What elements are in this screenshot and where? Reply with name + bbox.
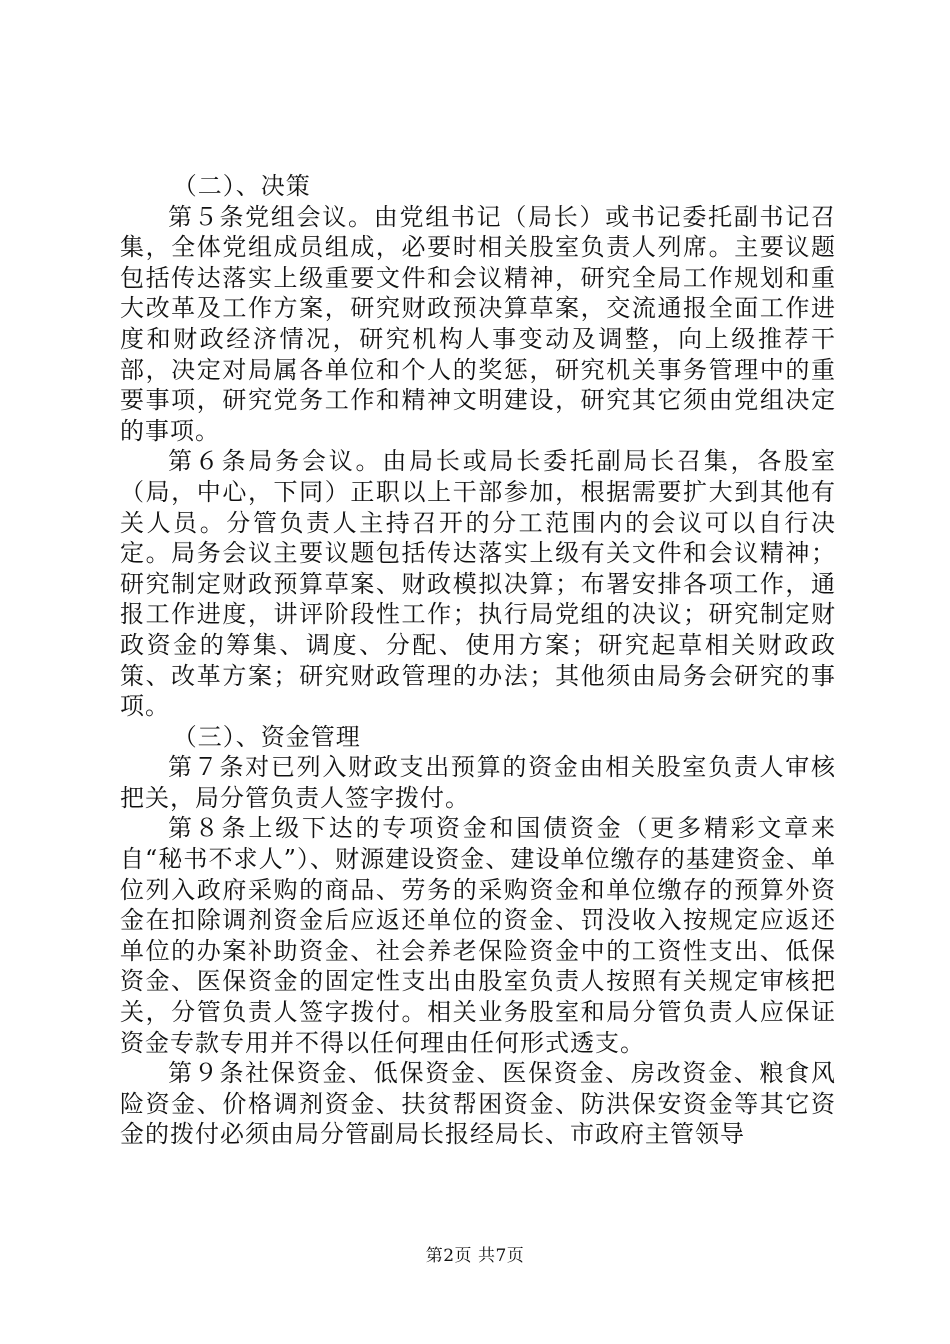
page-number-footer: 第2页 共7页 — [425, 1246, 525, 1266]
article-6-paragraph: 第６条局务会议。由局长或局长委托副局长召集，各股室（局，中心，下同）正职以上干部参加，根据需要扩大到其他有关人员。分管负责人主持召开的分工范围内的会议可以自行决定。局务会议主要议题包括传达落实上级有关文件和会议精神；研究制定财政预算草案、财政模拟决算；布署安排各项工作，通报工作进度，讲评阶段性工作；执行局党组的决议；研究制定财政资金的筹集、调度、分配、使用方案；研究起草相关财政政策、改革方案；研究财政管理的办法；其他须由局务会研究的事项。 — [120, 447, 836, 721]
article-9-paragraph: 第９条社保资金、低保资金、医保资金、房改资金、粮食风险资金、价格调剂资金、扶贫帮困资金、防洪保安资金等其它资金的拨付必须由局分管副局长报经局长、市政府主管领导 — [120, 1059, 836, 1149]
article-7-paragraph: 第７条对已列入财政支出预算的资金由相关股室负责人审核把关，局分管负责人签字拨付。 — [120, 753, 836, 812]
section-heading-decision: （二）、决策 — [172, 172, 311, 200]
article-5-paragraph: 第５条党组会议。由党组书记（局长）或书记委托副书记召集，全体党组成员组成，必要时相关股室负责人列席。主要议题包括传达落实上级重要文件和会议精神，研究全局工作规划和重大改革及工作方案，研究财政预决算草案，交流通报全面工作进度和财政经济情况，研究机构人事变动及调整，向上级推荐干部，决定对局属各单位和个人的奖惩，研究机关事务管理中的重要事项，研究党务工作和精神文明建设，研究其它须由党组决定的事项。 — [120, 202, 836, 445]
section-heading-fund-management: （三）、资金管理 — [172, 722, 361, 751]
article-8-paragraph: 第８条上级下达的专项资金和国债资金（更多精彩文章来自“秘书不求人”）、财源建设资金、建设单位缴存的基建资金、单位列入政府采购的商品、劳务的采购资金和单位缴存的预算外资金在扣除调剂资金后应返还单位的资金、罚没收入按规定应返还单位的办案补助资金、社会养老保险资金中的工资性支出、低保资金、医保资金的固定性支出由股室负责人按照有关规定审核把关，分管负责人签字拨付。相关业务股室和局分管负责人应保证资金专款专用并不得以任何理由任何形式透支。 — [120, 814, 836, 1057]
document-body — [120, 171, 836, 1150]
